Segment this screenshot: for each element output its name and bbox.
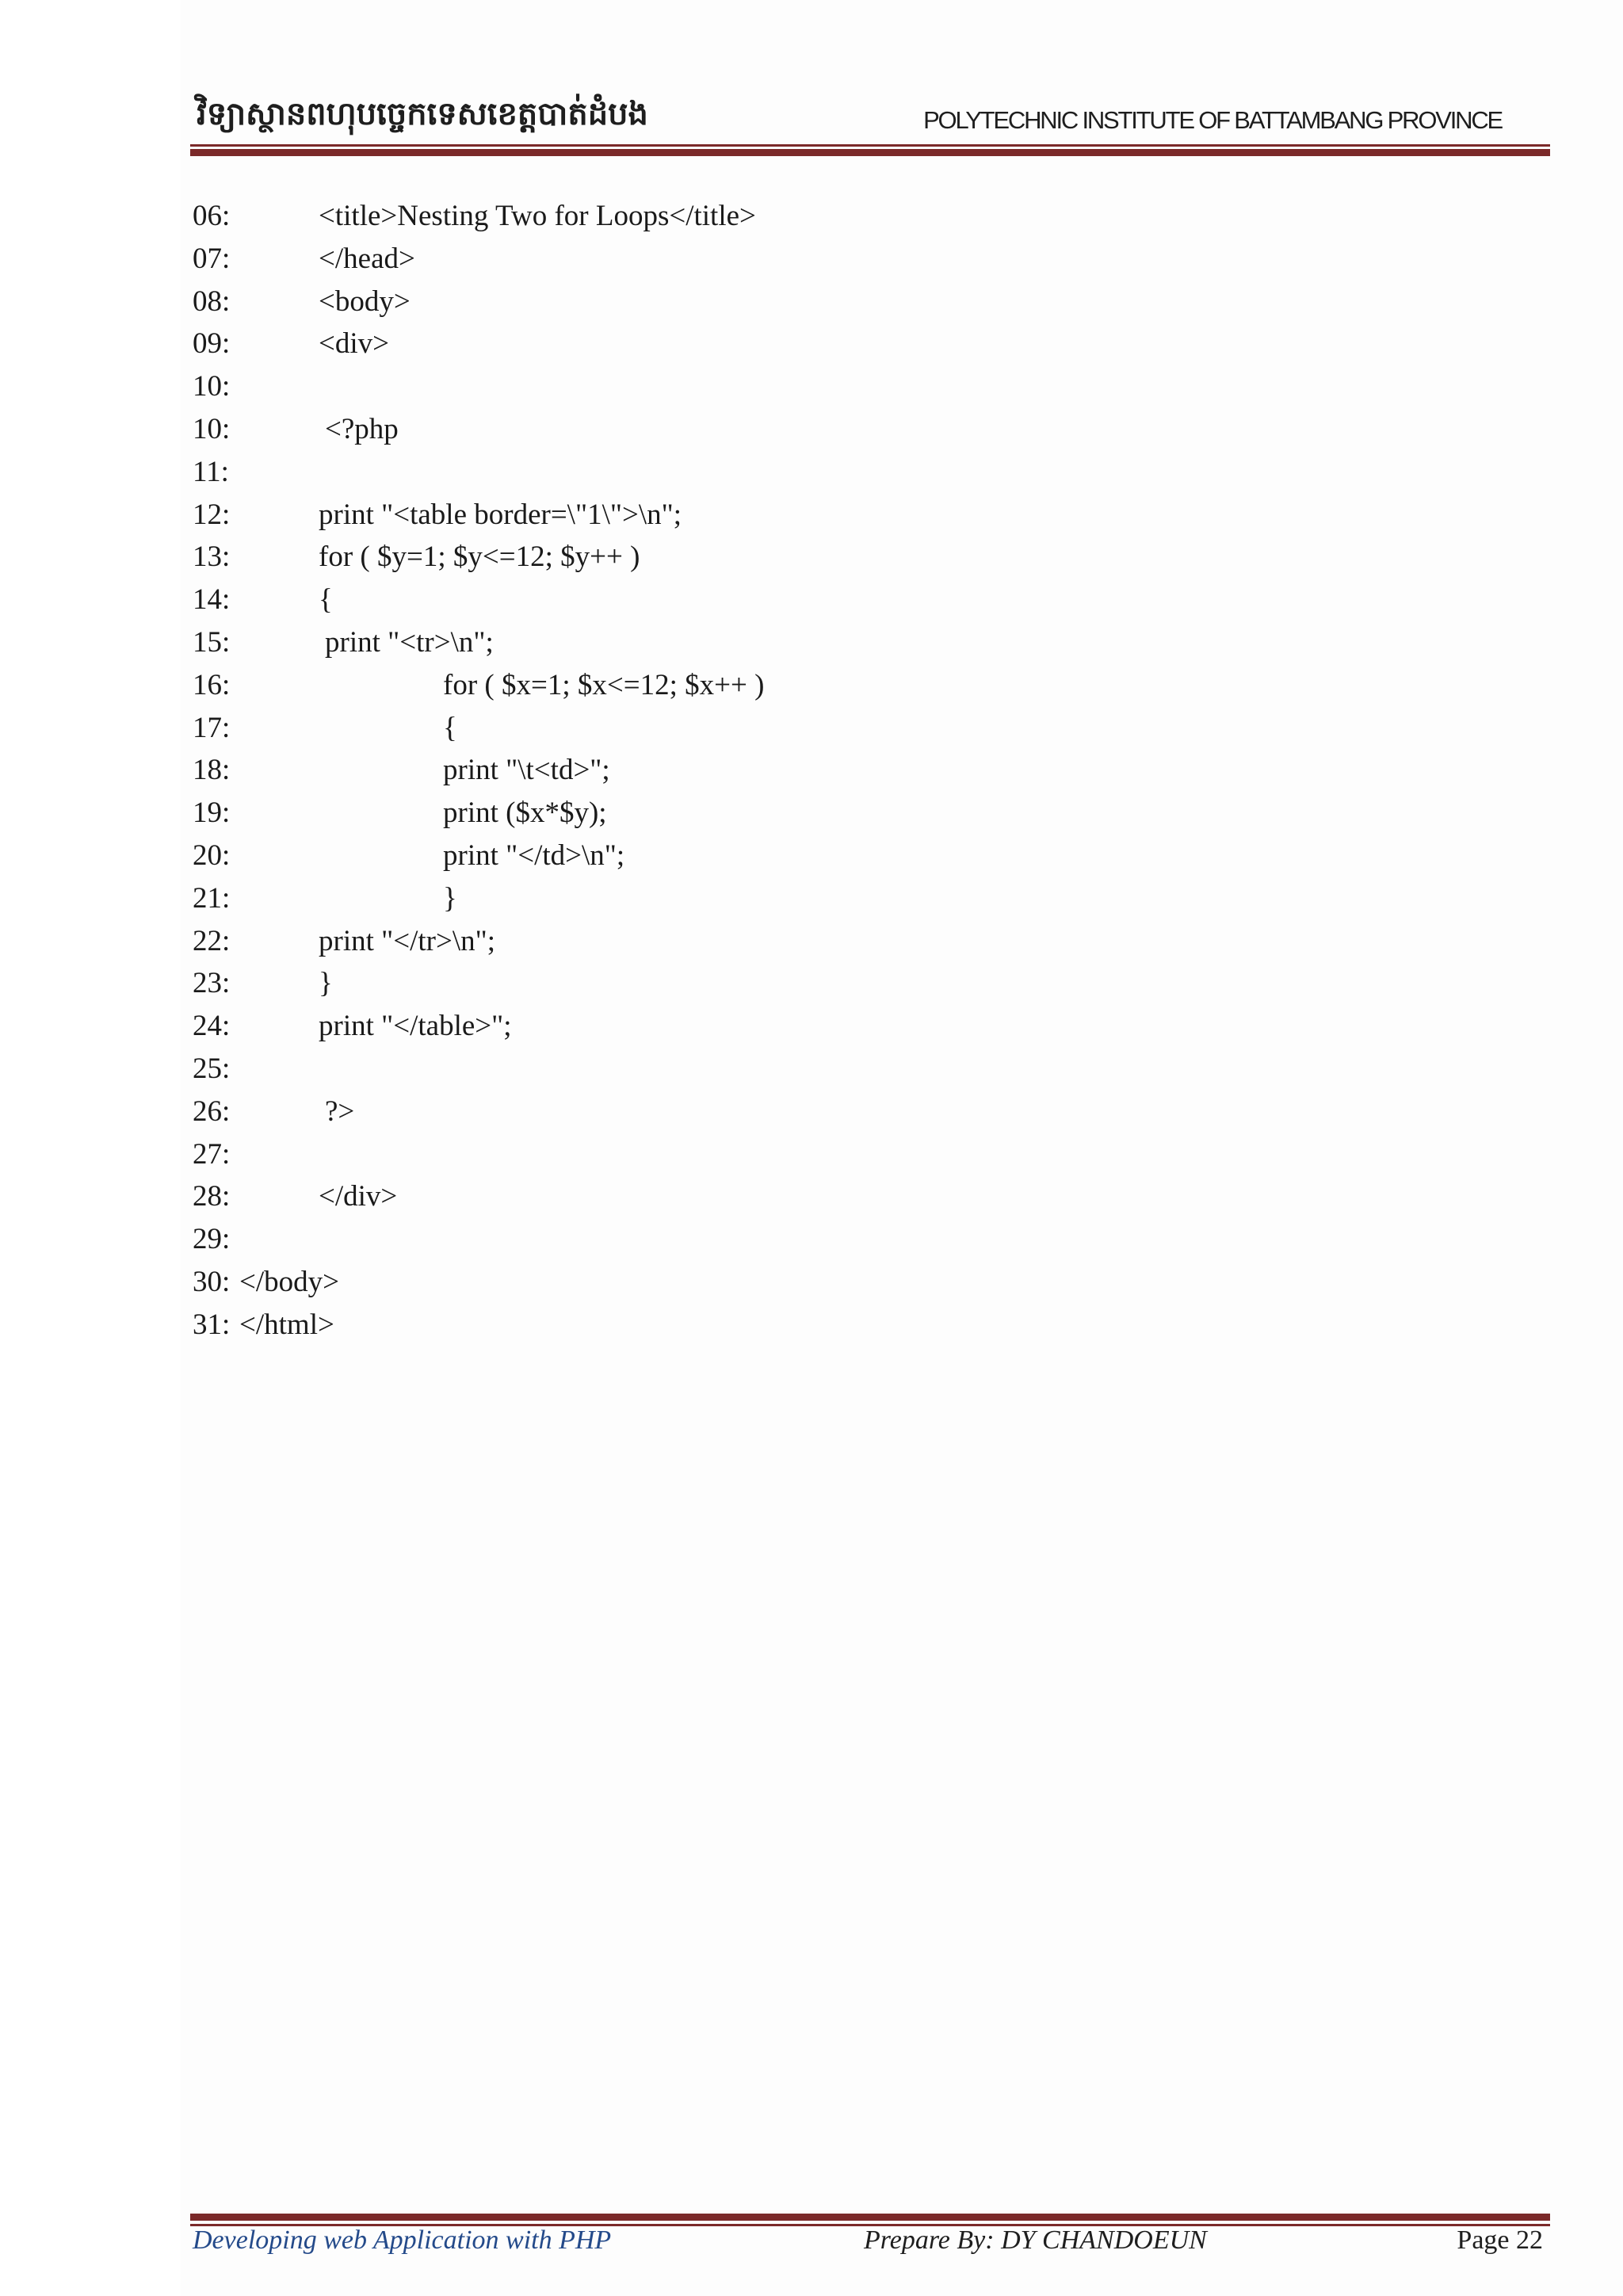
line-code: } (443, 881, 457, 915)
code-line (193, 238, 1302, 281)
code-line (193, 664, 1302, 707)
line-number: 29: (193, 1223, 231, 1256)
line-code: <body> (319, 285, 411, 318)
header-divider-thick (190, 149, 1550, 156)
line-number: 24: (193, 1010, 231, 1043)
line-number: 12: (193, 498, 231, 531)
line-code: print ($x*$y); (443, 797, 607, 830)
line-number: 09: (193, 327, 231, 361)
code-line (193, 281, 1302, 323)
code-line (193, 494, 1302, 537)
line-number: 06: (193, 200, 231, 232)
code-line (193, 707, 1302, 750)
line-code: print "<tr>\n"; (325, 625, 494, 659)
code-line (193, 1133, 1302, 1176)
line-number: 08: (193, 285, 231, 318)
line-number: 28: (193, 1180, 231, 1213)
page-header (193, 94, 1549, 157)
footer-course-title: Developing web Application with PHP (193, 2225, 612, 2255)
line-code: { (443, 711, 457, 744)
line-number: 22: (193, 924, 231, 957)
line-number: 21: (193, 881, 231, 915)
code-line (193, 323, 1302, 365)
code-listing (193, 195, 1302, 1347)
line-number: 26: (193, 1095, 231, 1128)
code-line (193, 536, 1302, 579)
line-code: <div> (319, 327, 390, 361)
code-line (193, 451, 1302, 494)
line-number: 16: (193, 668, 231, 701)
line-code: { (319, 583, 333, 617)
code-line (193, 749, 1302, 792)
line-number: 15: (193, 625, 231, 659)
code-line (193, 195, 1302, 238)
line-number: 10: (193, 370, 231, 403)
code-line (193, 1175, 1302, 1218)
line-number: 27: (193, 1137, 231, 1171)
code-line (193, 1304, 1302, 1347)
code-line (193, 835, 1302, 877)
line-number: 10: (193, 412, 231, 445)
line-code: </div> (319, 1180, 398, 1213)
footer-divider-thick (190, 2214, 1550, 2221)
line-code: print "</tr>\n"; (319, 924, 496, 957)
code-line (193, 920, 1302, 963)
line-code: ?> (325, 1095, 355, 1128)
footer-author: Prepare By: DY CHANDOEUN (864, 2225, 1207, 2255)
line-code: } (319, 967, 333, 1000)
line-code: <title>Nesting Two for Loops</title> (319, 200, 756, 232)
line-number: 19: (193, 797, 231, 830)
line-code: </body> (239, 1265, 340, 1298)
code-line (193, 1048, 1302, 1091)
code-line (193, 792, 1302, 835)
code-line (193, 621, 1302, 664)
line-code: <?php (325, 412, 399, 445)
code-line (193, 1261, 1302, 1304)
line-code: print "<table border=\"1\">\n"; (319, 498, 682, 531)
header-khmer-title: វិទ្យាស្ថានពហុបច្ចេកទេសខេត្តបាត់ដំបង (197, 96, 648, 132)
line-number: 23: (193, 967, 231, 1000)
page-footer (193, 2225, 1549, 2265)
header-institute-name: POLYTECHNIC INSTITUTE OF BATTAMBANG PROVINCE (923, 106, 1502, 134)
code-line (193, 1091, 1302, 1133)
code-line (193, 877, 1302, 920)
code-line (193, 1005, 1302, 1048)
line-number: 18: (193, 754, 231, 787)
line-number: 25: (193, 1052, 231, 1085)
code-line (193, 408, 1302, 451)
line-code: for ( $y=1; $y<=12; $y++ ) (319, 541, 640, 574)
line-code: print "\t<td>"; (443, 754, 610, 787)
header-divider-thin (190, 144, 1550, 147)
line-code: print "</table>"; (319, 1010, 512, 1043)
line-code: print "</td>\n"; (443, 839, 625, 872)
code-line (193, 962, 1302, 1005)
code-line (193, 579, 1302, 621)
line-number: 07: (193, 242, 231, 275)
code-line (193, 365, 1302, 408)
line-number: 17: (193, 711, 231, 744)
line-code: </head> (319, 242, 415, 275)
line-number: 13: (193, 541, 231, 574)
line-number: 30: (193, 1265, 231, 1298)
line-number: 11: (193, 455, 229, 488)
footer-page-number: Page 22 (1457, 2225, 1543, 2255)
line-code: </html> (239, 1308, 334, 1341)
line-code: for ( $x=1; $x<=12; $x++ ) (443, 668, 765, 701)
line-number: 31: (193, 1308, 231, 1341)
line-number: 14: (193, 583, 231, 617)
code-line (193, 1218, 1302, 1261)
line-number: 20: (193, 839, 231, 872)
